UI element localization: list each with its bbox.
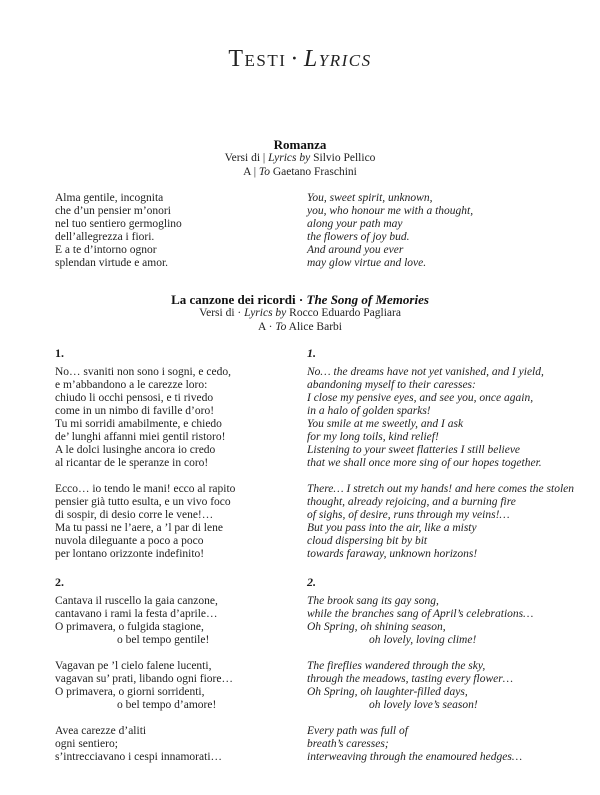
lyric-line: al ricantar de le speranze in coro! <box>55 457 209 469</box>
credit-separator: · <box>237 307 242 319</box>
lyric-line: The brook sang its gay song, <box>307 595 439 607</box>
lyric-line: Tu mi sorridi amabilmente, e chiedo <box>55 418 222 430</box>
lyric-line: come in un nimbo di faville d’oro! <box>55 405 215 417</box>
canzone-credit-lyricist <box>0 307 600 321</box>
lyric-line: abandoning myself to their caresses: <box>307 379 476 391</box>
lyric-line: for my long toils, kind relief! <box>307 431 439 443</box>
lyric-line: of sighs, of desire, runs through my veins!… <box>307 509 510 521</box>
verse-2-english <box>307 576 559 764</box>
credit-label-italian: A <box>243 165 251 178</box>
credit-name: Rocco Eduardo Pagliara <box>289 307 401 319</box>
lyric-line: You smile at me sweetly, and I ask <box>307 418 464 430</box>
romanza-section <box>0 137 600 270</box>
stanza <box>307 660 559 712</box>
stanza <box>307 192 559 270</box>
lyric-line: vagavan su’ prati, libando ogni fiore… <box>55 673 233 685</box>
verse-2-italian <box>55 576 307 764</box>
lyric-line: o bel tempo gentile! <box>117 634 210 646</box>
lyric-line: Ma tu passi ne l’aere, a ’l par di lene <box>55 522 223 534</box>
credit-separator: · <box>268 320 273 333</box>
stanza <box>55 595 307 647</box>
lyric-line: Listening to your sweet flatteries I still believe <box>307 444 521 456</box>
verse-1-italian <box>55 347 307 561</box>
lyric-line: There… I stretch out my hands! and here comes the stolen <box>307 483 575 495</box>
lyric-line: oh lovely, loving clime! <box>369 634 477 646</box>
lyric-line: You, sweet spirit, unknown, <box>307 192 433 204</box>
lyric-line: Alma gentile, incognita <box>55 192 164 204</box>
lyric-line: Avea carezze d’aliti <box>55 725 147 737</box>
stanza <box>307 366 559 470</box>
lyric-line: chiudo li occhi pensosi, e ti rivedo <box>55 392 214 404</box>
lyric-line: towards faraway, unknown horizons! <box>307 548 478 560</box>
lyric-line: in a halo of golden sparks! <box>307 405 431 417</box>
canzone-credit-dedication <box>0 321 600 335</box>
lyric-line: o bel tempo d’amore! <box>117 699 217 711</box>
romanza-english-column <box>307 192 559 270</box>
lyric-line: nel tuo sentiero germoglino <box>55 218 182 230</box>
lyric-line: through the meadows, tasting every flower… <box>307 673 513 685</box>
canzone-columns <box>0 347 600 764</box>
lyric-line: while the branches sang of April’s celebrations… <box>307 608 534 620</box>
romanza-credit-lyricist <box>0 152 600 166</box>
lyric-line: may glow virtue and love. <box>307 257 427 269</box>
credit-name: Alice Barbi <box>288 320 342 333</box>
lyric-line: di sospir, di desio corre le vene!… <box>55 509 214 521</box>
lyric-line: s’intrecciavano i cespi innamorati… <box>55 751 223 763</box>
lyric-line: that we shall once more sing of our hopes together. <box>307 457 542 469</box>
stanza <box>55 192 307 270</box>
page-title-english: Lyrics <box>303 46 372 72</box>
canzone-title-italian: La canzone dei ricordi <box>171 292 296 307</box>
lyric-line: Every path was full of <box>307 725 408 737</box>
lyric-line: e m’abbandono a le carezze loro: <box>55 379 208 391</box>
verse-number: 1. <box>55 346 64 360</box>
credit-label-english: To <box>275 320 287 333</box>
credit-separator: | <box>262 152 266 164</box>
lyric-line: splendan virtude e amor. <box>55 257 169 269</box>
lyric-line: per lontano orizzonte indefinito! <box>55 548 205 560</box>
lyric-line: O primavera, o giorni sorridenti, <box>55 686 205 698</box>
lyric-line: Cantava il ruscello la gaia canzone, <box>55 595 218 607</box>
lyric-line: A le dolci lusinghe ancora io credo <box>55 444 216 456</box>
lyric-line: Vagavan pe ’l cielo falene lucenti, <box>55 660 212 672</box>
credit-label-english: To <box>258 165 270 178</box>
stanza <box>55 660 307 712</box>
lyric-line: Oh Spring, oh shining season, <box>307 621 446 633</box>
credit-label-italian: Versi di <box>224 152 261 164</box>
lyric-line: I close my pensive eyes, and see you, once again, <box>307 392 534 404</box>
stanza <box>307 595 559 647</box>
romanza-italian-column <box>55 192 307 270</box>
page-title-italian: Testi <box>228 46 287 72</box>
lyric-line: nuvola dileguante a poco a poco <box>55 535 204 547</box>
stanza <box>307 483 575 561</box>
lyric-line: cantavano i rami la festa d’aprile… <box>55 608 218 620</box>
lyric-line: interweaving through the enamoured hedges… <box>307 751 523 763</box>
lyric-line: O primavera, o fulgida stagione, <box>55 621 204 633</box>
lyric-line: Ecco… io tendo le mani! ecco al rapito <box>55 483 236 495</box>
romanza-columns <box>0 192 600 270</box>
verse-number: 2. <box>55 575 64 589</box>
lyric-line: The fireflies wandered through the sky, <box>307 660 486 672</box>
credit-label-english: Lyrics by <box>268 152 311 164</box>
lyric-line: But you pass into the air, like a misty <box>307 522 477 534</box>
credit-label-italian: Versi di <box>199 307 235 319</box>
lyric-line: dell’allegrezza i fiori. <box>55 231 155 243</box>
stanza <box>55 725 307 764</box>
credit-label-english: Lyrics by <box>244 307 287 319</box>
canzone-title-english: The Song of Memories <box>306 292 429 307</box>
title-separator-icon: · <box>298 292 304 307</box>
lyric-line: along your path may <box>307 218 403 230</box>
lyric-line: breath’s caresses; <box>307 738 389 750</box>
credit-separator: | <box>253 165 256 178</box>
credit-name: Gaetano Fraschini <box>272 165 357 178</box>
lyric-line: Oh Spring, oh laughter-filled days, <box>307 686 468 698</box>
canzone-italian-column <box>55 347 307 764</box>
lyric-line: cloud dispersing bit by bit <box>307 535 428 547</box>
lyric-line: you, who honour me with a thought, <box>307 205 474 217</box>
verse-number: 2. <box>307 575 316 589</box>
title-separator-icon: · <box>290 46 300 72</box>
stanza <box>55 483 307 561</box>
stanza <box>55 366 307 470</box>
stanza <box>307 725 559 764</box>
lyric-line: che d’un pensier m’onori <box>55 205 171 217</box>
romanza-credit-dedication <box>0 166 600 180</box>
romanza-title: Romanza <box>273 137 327 152</box>
lyric-line: No… svaniti non sono i sogni, e cedo, <box>55 366 231 378</box>
verse-number: 1. <box>307 346 316 360</box>
lyric-line: ogni sentiero; <box>55 738 118 750</box>
canzone-title <box>0 292 600 307</box>
lyric-line: de’ lunghi affanni miei gentil ristoro! <box>55 431 226 443</box>
lyric-line: the flowers of joy bud. <box>307 231 410 243</box>
lyric-line: E a te d’intorno ognor <box>55 244 157 256</box>
canzone-english-column <box>307 346 575 764</box>
lyric-line: thought, already rejoicing, and a burning fire <box>307 496 516 508</box>
lyric-line: And around you ever <box>307 244 404 256</box>
credit-label-italian: A <box>258 320 266 333</box>
lyric-line: No… the dreams have not yet vanished, and I yield, <box>307 366 544 378</box>
credit-name: Silvio Pellico <box>313 152 376 164</box>
canzone-section <box>0 292 600 764</box>
verse-1-english <box>307 346 575 561</box>
lyric-line: pensier già tutto esulta, e un vivo foco <box>55 496 231 508</box>
lyric-line: oh lovely love’s season! <box>369 699 478 711</box>
page-title <box>0 46 600 73</box>
